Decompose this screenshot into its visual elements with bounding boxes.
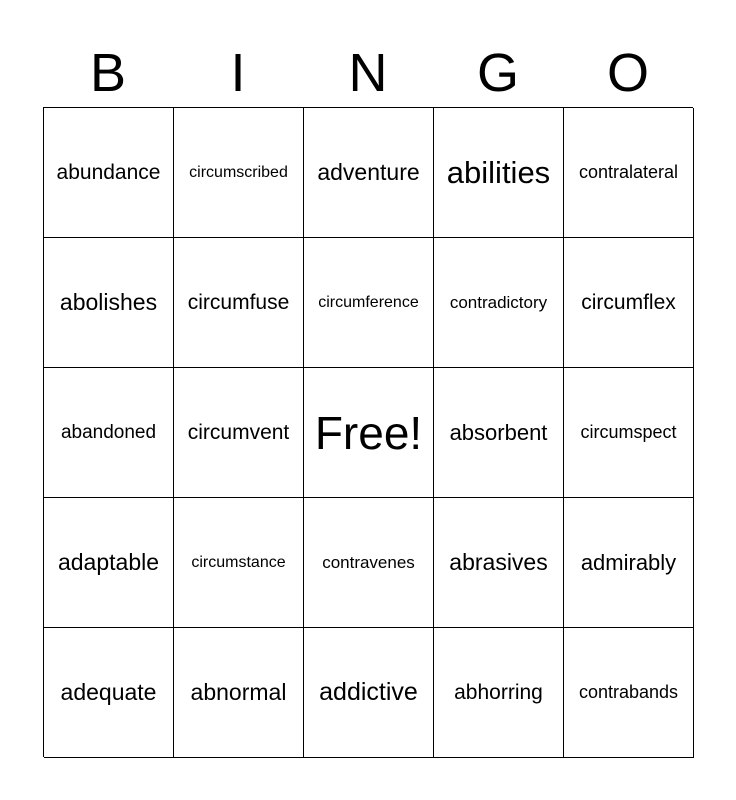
bingo-cell-r1-c5[interactable]: contralateral: [564, 108, 694, 238]
bingo-cell-r3-c1[interactable]: abandoned: [44, 368, 174, 498]
bingo-cell-r3-c5[interactable]: circumspect: [564, 368, 694, 498]
header-letter-g: G: [476, 43, 519, 103]
bingo-card-grid: [43, 107, 693, 757]
bingo-cell-r5-c4[interactable]: abhorring: [434, 628, 564, 758]
bingo-cell-r2-c3[interactable]: circumference: [304, 238, 434, 368]
bingo-cell-r3-c2[interactable]: circumvent: [174, 368, 304, 498]
header-letter-i: I: [230, 43, 246, 103]
bingo-cell-r2-c1[interactable]: abolishes: [44, 238, 174, 368]
bingo-cell-r5-c1[interactable]: adequate: [44, 628, 174, 758]
bingo-cell-r1-c2[interactable]: circumscribed: [174, 108, 304, 238]
bingo-cell-r1-c4[interactable]: abilities: [434, 108, 564, 238]
header-letter-o: O: [606, 43, 649, 103]
bingo-cell-r4-c1[interactable]: adaptable: [44, 498, 174, 628]
bingo-cell-r2-c5[interactable]: circumflex: [564, 238, 694, 368]
bingo-cell-r5-c5[interactable]: contrabands: [564, 628, 694, 758]
bingo-cell-r5-c3[interactable]: addictive: [304, 628, 434, 758]
bingo-cell-r1-c3[interactable]: adventure: [304, 108, 434, 238]
bingo-cell-r4-c3[interactable]: contravenes: [304, 498, 434, 628]
header-letter-n: N: [348, 43, 388, 103]
bingo-cell-r2-c4[interactable]: contradictory: [434, 238, 564, 368]
bingo-cell-r4-c2[interactable]: circumstance: [174, 498, 304, 628]
bingo-cell-r4-c4[interactable]: abrasives: [434, 498, 564, 628]
bingo-cell-r3-c4[interactable]: absorbent: [434, 368, 564, 498]
bingo-header: [43, 38, 693, 108]
bingo-free-space[interactable]: Free!: [304, 368, 434, 498]
bingo-cell-r2-c2[interactable]: circumfuse: [174, 238, 304, 368]
bingo-cell-r4-c5[interactable]: admirably: [564, 498, 694, 628]
bingo-cell-r1-c1[interactable]: abundance: [44, 108, 174, 238]
header-letter-b: B: [89, 43, 127, 103]
bingo-cell-r5-c2[interactable]: abnormal: [174, 628, 304, 758]
